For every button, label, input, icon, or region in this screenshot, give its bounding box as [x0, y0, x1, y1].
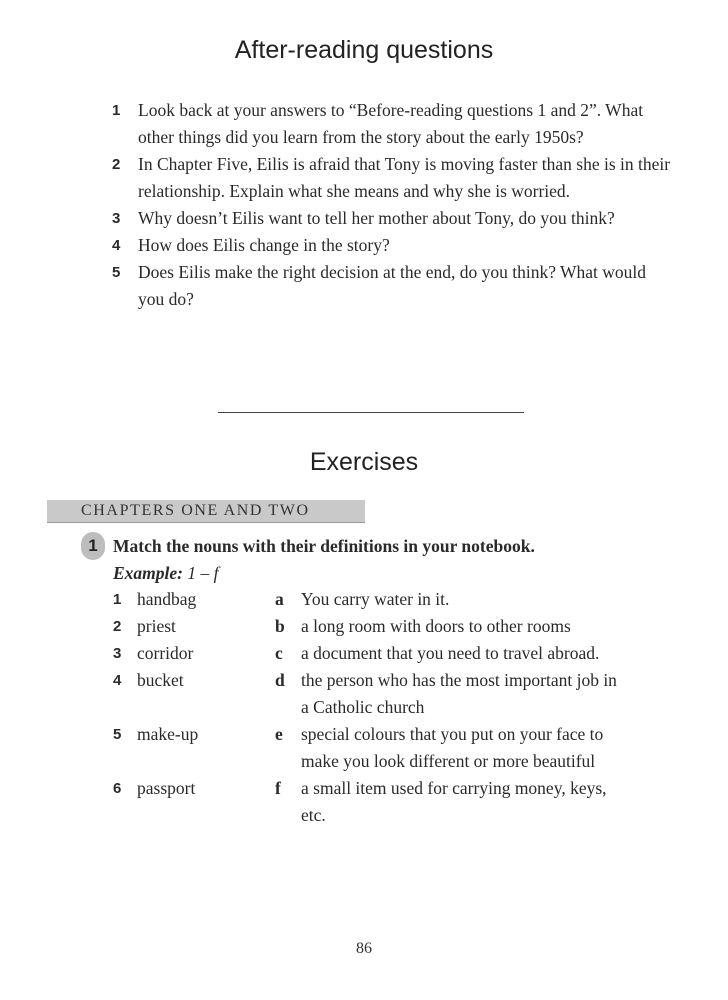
match-row	[113, 721, 633, 775]
page-number: 86	[356, 940, 372, 957]
example-label: Example:	[113, 563, 183, 583]
definition-text: You carry water in it.	[301, 589, 450, 609]
exercise-number-badge: 1	[81, 532, 105, 560]
chapter-heading: CHAPTERS ONE AND TWO	[81, 502, 310, 519]
after-reading-title: After-reading questions	[234, 36, 494, 64]
item-number: 2	[113, 618, 122, 635]
question-item	[112, 97, 672, 151]
definition-text: the person who has the most important job in a Catholic church	[301, 670, 617, 717]
match-row	[113, 775, 633, 829]
definition-letter: a	[275, 589, 284, 609]
question-text: Look back at your answers to “Before-reading questions 1 and 2”. What other things did you learn from the story about the early 1950s?	[138, 100, 644, 147]
match-row	[113, 586, 633, 613]
exercise-example	[113, 560, 219, 586]
matching-list	[113, 586, 633, 829]
section-divider	[218, 412, 524, 413]
question-number: 2	[112, 156, 121, 173]
item-noun: corridor	[137, 643, 194, 663]
item-noun: bucket	[137, 670, 184, 690]
question-item	[112, 232, 672, 259]
definition-letter: f	[275, 778, 281, 798]
item-number: 3	[113, 645, 122, 662]
question-number: 4	[112, 237, 121, 254]
item-noun: handbag	[137, 589, 197, 609]
definition-text: a document that you need to travel abroad.	[301, 643, 600, 663]
question-item	[112, 205, 672, 232]
match-row	[113, 667, 633, 721]
item-number: 4	[113, 672, 122, 689]
definition-letter: e	[275, 724, 283, 744]
chapter-heading-bar	[47, 500, 365, 523]
question-item	[112, 259, 672, 313]
definition-letter: c	[275, 643, 283, 663]
question-text: Why doesn’t Eilis want to tell her mother about Tony, do you think?	[138, 208, 615, 228]
item-noun: make-up	[137, 724, 199, 744]
question-text: Does Eilis make the right decision at the end, do you think? What would you do?	[138, 262, 647, 309]
question-number: 5	[112, 264, 121, 281]
item-number: 1	[113, 591, 122, 608]
question-text: In Chapter Five, Eilis is afraid that Tony is moving faster than she is in their relationship. Explain what she means and why she is worried.	[138, 154, 671, 201]
question-item	[112, 151, 672, 205]
question-text: How does Eilis change in the story?	[138, 235, 390, 255]
item-number: 5	[113, 726, 122, 743]
question-number: 3	[112, 210, 121, 227]
definition-letter: d	[275, 670, 285, 690]
item-noun: priest	[137, 616, 176, 636]
match-row	[113, 613, 633, 640]
definition-text: special colours that you put on your face to make you look different or more beautiful	[301, 724, 604, 771]
item-noun: passport	[137, 778, 196, 798]
example-value: 1 – f	[187, 563, 219, 583]
match-row	[113, 640, 633, 667]
definition-letter: b	[275, 616, 285, 636]
definition-text: a small item used for carrying money, keys, etc.	[301, 778, 607, 825]
item-number: 6	[113, 780, 122, 797]
after-reading-questions	[112, 97, 672, 313]
definition-text: a long room with doors to other rooms	[301, 616, 571, 636]
question-number: 1	[112, 102, 121, 119]
exercises-title: Exercises	[309, 448, 419, 476]
exercise-instruction: Match the nouns with their definitions in your notebook.	[113, 536, 535, 556]
